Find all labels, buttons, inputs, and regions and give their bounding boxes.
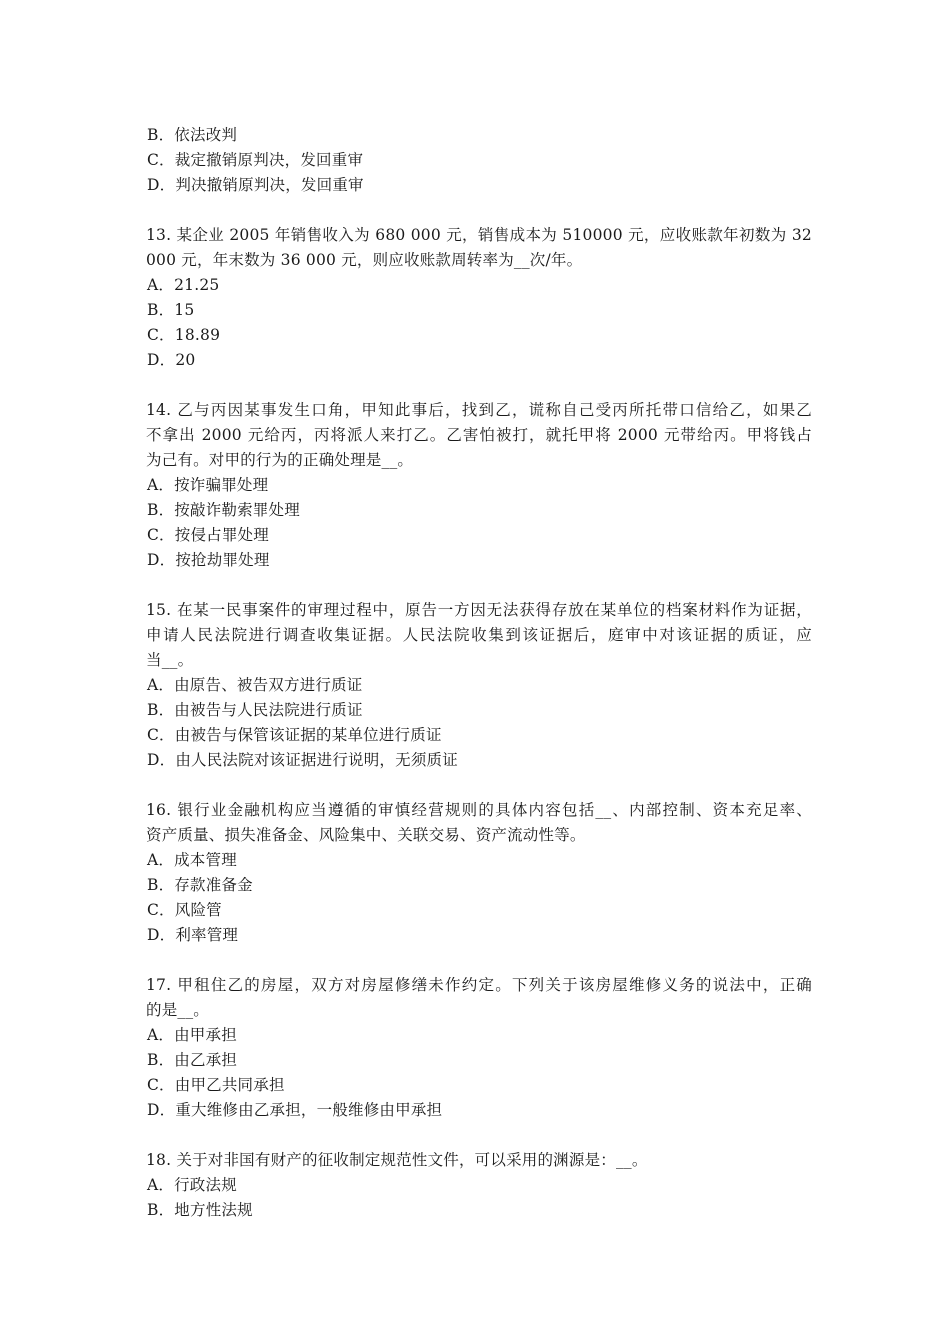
option-b: B．存款准备金 <box>147 876 253 894</box>
question-stem-line: 16. 银行业金融机构应当遵循的审慎经营规则的具体内容包括__、内部控制、资本充足率、 <box>146 801 812 819</box>
option-c: C．按侵占罪处理 <box>147 526 269 544</box>
option-c: C．由被告与保管该证据的某单位进行质证 <box>147 726 442 744</box>
question-stem-line: 资产质量、损失准备金、风险集中、关联交易、资产流动性等。 <box>146 826 586 844</box>
question-stem-line: 17. 甲租住乙的房屋，双方对房屋修缮未作约定。下列关于该房屋维修义务的说法中，正确 <box>146 976 812 994</box>
question-14 <box>146 398 812 573</box>
option-d: D．判决撤销原判决，发回重审 <box>147 176 364 194</box>
document-page <box>146 123 812 1223</box>
spacer <box>146 948 812 973</box>
question-17 <box>146 973 812 1123</box>
option-a: A．由甲承担 <box>147 1026 237 1044</box>
option-c: C．裁定撤销原判决，发回重审 <box>147 151 364 169</box>
question-12-options <box>146 123 812 198</box>
question-stem-line: 13. 某企业 2005 年销售收入为 680 000 元，销售成本为 510000 元，应收账款年初数为 32 <box>146 226 812 244</box>
option-b: B．地方性法规 <box>147 1201 253 1219</box>
spacer <box>146 373 812 398</box>
option-d: D．按抢劫罪处理 <box>147 551 270 569</box>
spacer <box>146 1123 812 1148</box>
question-stem-line: 15. 在某一民事案件的审理过程中，原告一方因无法获得存放在某单位的档案材料作为证据， <box>146 601 812 619</box>
option-d: D．20 <box>147 351 196 369</box>
question-stem-line: 14. 乙与丙因某事发生口角，甲知此事后，找到乙，谎称自己受丙所托带口信给乙，如果乙 <box>146 401 812 419</box>
spacer <box>146 773 812 798</box>
option-b: B．15 <box>147 301 195 319</box>
spacer <box>146 573 812 598</box>
question-15 <box>146 598 812 773</box>
option-c: C．风险管 <box>147 901 222 919</box>
option-a: A．由原告、被告双方进行质证 <box>147 676 363 694</box>
question-13 <box>146 223 812 373</box>
question-18 <box>146 1148 812 1223</box>
question-16 <box>146 798 812 948</box>
option-c: C．18.89 <box>147 326 221 344</box>
option-d: D．由人民法院对该证据进行说明，无须质证 <box>147 751 458 769</box>
option-b: B．按敲诈勒索罪处理 <box>147 501 300 519</box>
option-b: B．依法改判 <box>147 126 238 144</box>
spacer <box>146 198 812 223</box>
option-a: A．21.25 <box>147 276 220 294</box>
question-stem-line: 000 元，年末数为 36 000 元，则应收账款周转率为__次/年。 <box>146 251 583 269</box>
question-stem-line: 不拿出 2000 元给丙，丙将派人来打乙。乙害怕被打，就托甲将 2000 元带给丙。甲将钱占 <box>146 426 812 444</box>
option-a: A．按诈骗罪处理 <box>147 476 269 494</box>
option-a: A．成本管理 <box>147 851 237 869</box>
option-d: D．利率管理 <box>147 926 239 944</box>
option-c: C．由甲乙共同承担 <box>147 1076 285 1094</box>
question-stem-line: 当__。 <box>146 651 194 669</box>
option-b: B．由被告与人民法院进行质证 <box>147 701 363 719</box>
option-d: D．重大维修由乙承担，一般维修由甲承担 <box>147 1101 443 1119</box>
question-stem-line: 为己有。对甲的行为的正确处理是__。 <box>146 451 414 469</box>
option-a: A．行政法规 <box>147 1176 237 1194</box>
question-stem-line: 18. 关于对非国有财产的征收制定规范性文件，可以采用的渊源是：__。 <box>146 1151 648 1169</box>
option-b: B．由乙承担 <box>147 1051 238 1069</box>
question-stem-line: 申请人民法院进行调查收集证据。人民法院收集到该证据后，庭审中对该证据的质证，应 <box>146 626 812 644</box>
question-stem-line: 的是__。 <box>146 1001 210 1019</box>
